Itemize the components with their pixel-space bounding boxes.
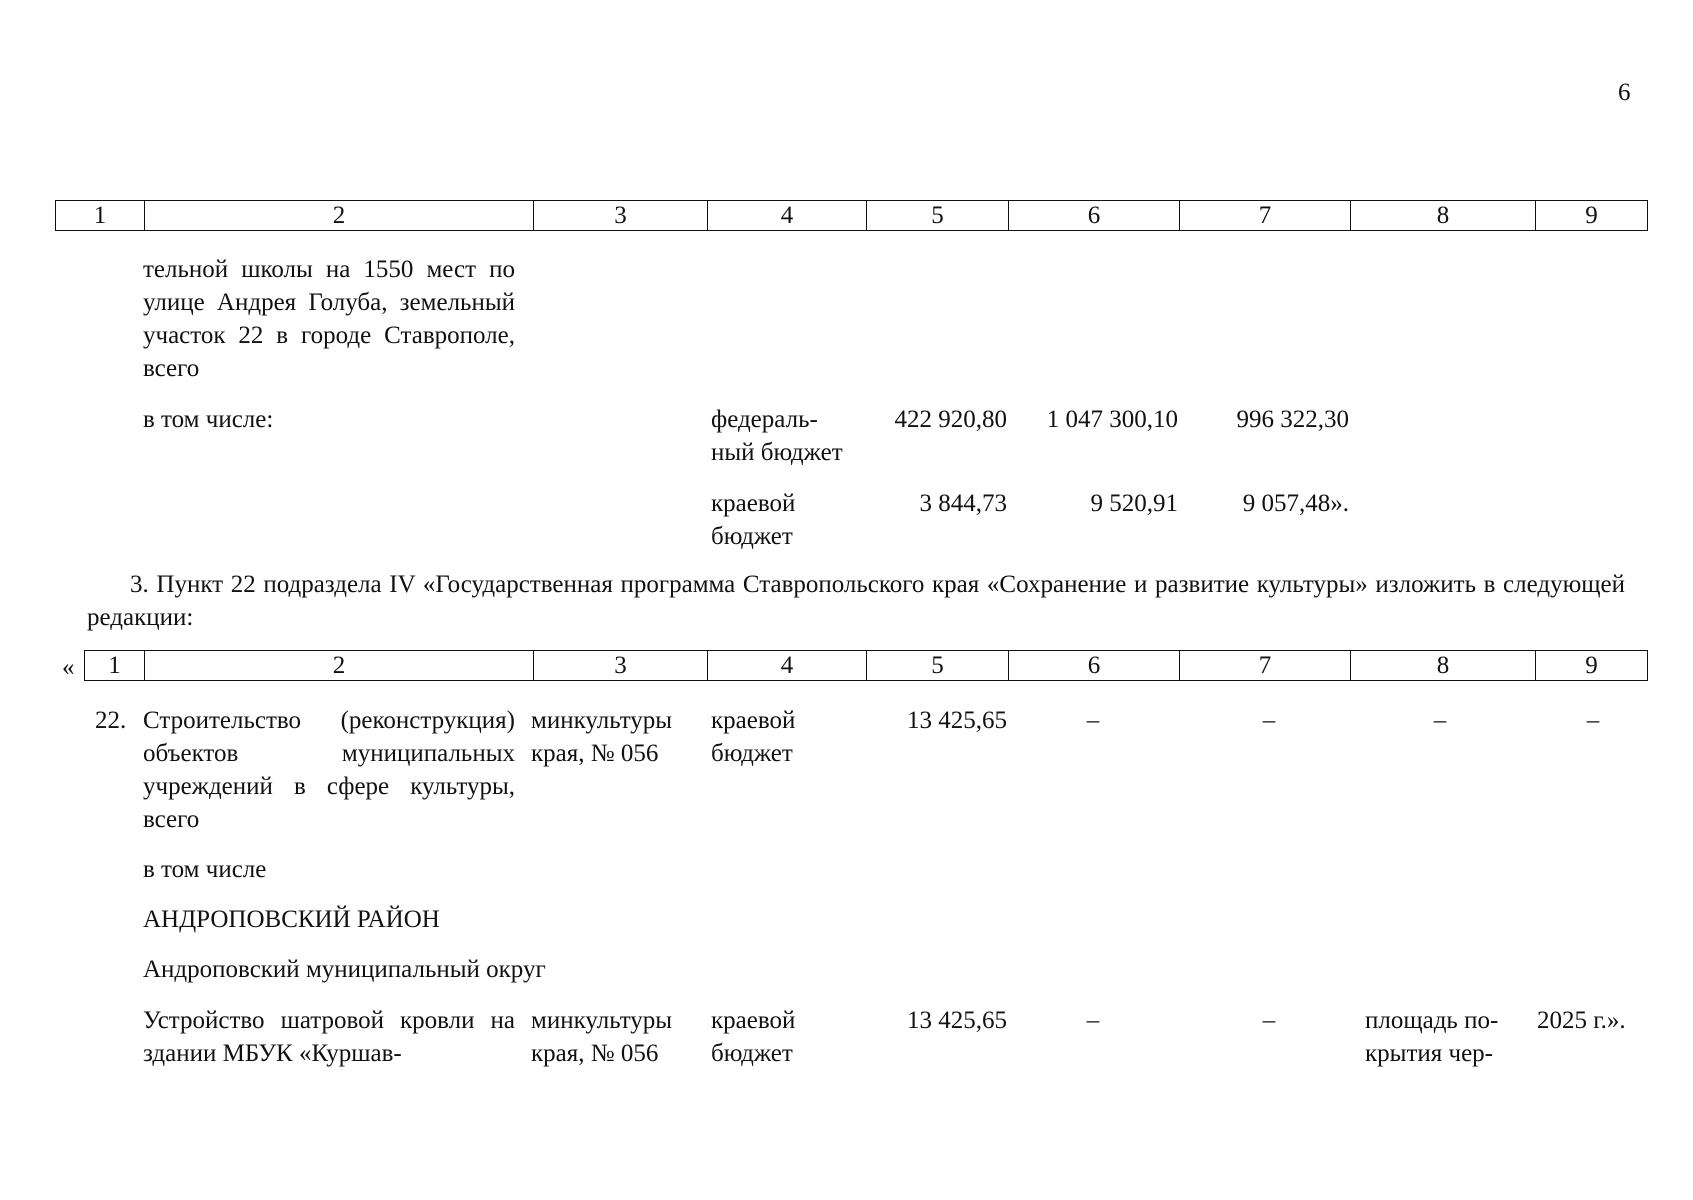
header-col-8: 8 [1350,651,1535,680]
dash-col7: – [1262,707,1276,734]
amount-col5: 13 425,65 [907,1007,1007,1034]
header-col-1: 1 [108,652,121,679]
table-header-row [84,650,1648,681]
funding-source: федераль- [711,406,818,433]
dash-col7: – [1262,1007,1276,1034]
executor: края, № 056 [531,1040,659,1067]
indicator-text: крытия чер- [1365,1040,1493,1067]
amount-col5: 13 425,65 [907,707,1007,734]
header-col-5: 5 [866,651,1008,680]
amount-col5: 422 920,80 [894,406,1007,433]
municipality-name: Андроповский муниципальный округ [143,956,546,983]
executor: минкультуры [531,707,673,734]
amendment-paragraph: 3. Пункт 22 подраздела IV «Государственная программа Ставропольского края «Сохранение и развитие культуры» изложить в следующей редакции: [87,571,1625,631]
header-col-4: 4 [707,651,866,680]
executor: минкультуры [531,1007,673,1034]
dash-col8: – [1433,707,1447,734]
header-col-3: 3 [533,201,707,230]
funding-source: краевой [711,707,796,734]
header-col-5: 5 [866,201,1008,230]
including-label: в том числе [143,856,267,883]
header-col-8: 8 [1350,201,1535,230]
funding-source: краевой [711,490,796,517]
funding-source: бюджет [711,523,793,550]
header-col-6: 6 [1008,651,1179,680]
amount-col6: 1 047 300,10 [1046,406,1178,433]
dash-col9: – [1586,707,1600,734]
indicator-text: площадь по- [1365,1007,1499,1034]
funding-source: бюджет [711,740,793,767]
sub-item-description: Устройство шатровой кровли на здании МБУК «Куршав- [143,1007,515,1067]
district-name: АНДРОПОВСКИЙ РАЙОН [143,906,440,933]
executor: края, № 056 [531,740,659,767]
table-header-row [55,200,1648,231]
funding-source: ный бюджет [711,439,843,466]
header-col-7: 7 [1179,651,1350,680]
header-col-9: 9 [1535,651,1647,680]
amount-col5: 3 844,73 [919,490,1007,517]
header-col-7: 7 [1179,201,1350,230]
amount-col7: 9 057,48». [1242,490,1349,517]
page-number: 6 [1618,79,1631,106]
header-col-1: 1 [93,202,107,229]
amount-col7: 996 322,30 [1236,406,1349,433]
object-description: тельной школы на 1550 мест по улице Андрея Голуба, земельный участок 22 в городе Ставрополе, всего [143,256,515,382]
header-col-9: 9 [1535,201,1647,230]
funding-source: бюджет [711,1040,793,1067]
header-col-6: 6 [1008,201,1179,230]
header-col-3: 3 [533,651,707,680]
item-number: 22. [95,707,127,734]
opening-quote: « [62,654,75,681]
dash-col6: – [1086,1007,1100,1034]
item-description: Строительство (реконструкция) объектов муниципальных учреждений в сфере культуры, всего [143,707,515,833]
header-col-4: 4 [707,201,866,230]
header-col-2: 2 [144,201,533,230]
amount-col6: 9 520,91 [1090,490,1178,517]
funding-source: краевой [711,1007,796,1034]
dash-col6: – [1086,707,1100,734]
deadline-year: 2025 г.». [1537,1007,1626,1034]
header-col-2: 2 [144,651,533,680]
including-label: в том числе: [143,406,274,433]
